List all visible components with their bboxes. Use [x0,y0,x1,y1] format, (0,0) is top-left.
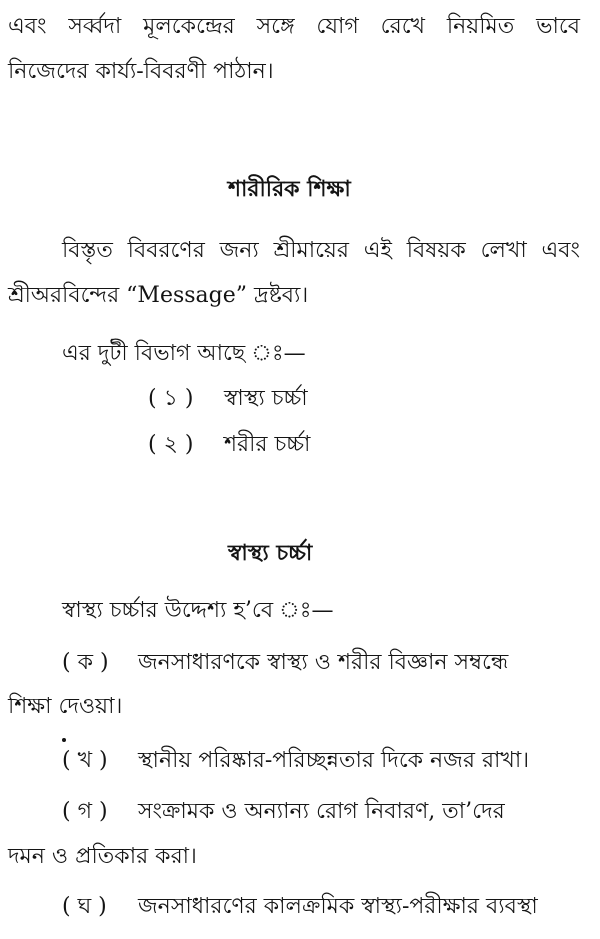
section-heading-physical-education: শারীরিক শিক্ষা [228,176,351,202]
ink-speck [62,738,66,742]
list-item-number: ( খ ) [62,748,108,773]
section2-subheading: স্বাস্থ্য চর্চ্চার উদ্দেশ্য হ’বে ঃ— [62,598,334,623]
list-item-number: ( ২ ) [148,432,194,457]
list-item [148,430,310,460]
list-item-number: ( গ ) [62,799,108,824]
section1-subheading: এর দুটী বিভাগ আছে ঃ— [62,341,306,366]
section1-paragraph-line-1: বিস্তৃত বিবরণের জন্য শ্রীমায়ের এই বিষয়ক লেখা এবং [62,238,580,263]
intro-line-1: এবং সর্ব্বদা মূলকেন্দ্রের সঙ্গে যোগ রেখে নিয়মিত ভাবে [8,14,580,39]
list-item-text: সংক্রামক ও অন্যান্য রোগ নিবারণ, তা’দের [138,799,505,824]
list-item-text: স্বাস্থ্য চর্চ্চা [224,386,308,411]
list-item [62,746,529,776]
list-item-number: ( ক ) [62,650,109,675]
intro-line-2: নিজেদের কার্য্য-বিবরণী পাঠান। [8,59,274,84]
list-item-text: জনসাধারণের কালক্রমিক স্বাস্থ্য-পরীক্ষার ব্যবস্থা [138,894,538,919]
list-item-number: ( ১ ) [148,386,194,411]
list-item-text: শরীর চর্চ্চা [224,432,311,457]
list-item-continuation: শিক্ষা দেওয়া। [8,694,123,719]
list-item-number: ( ঘ ) [62,894,107,919]
list-item-text: স্থানীয় পরিষ্কার-পরিচ্ছন্নতার দিকে নজর রাখা। [138,748,530,773]
section1-paragraph-line-2: শ্রীঅরবিন্দের “Message” দ্রষ্টব্য। [8,283,309,308]
list-item-text: জনসাধারণকে স্বাস্থ্য ও শরীর বিজ্ঞান সম্বন্ধে [138,650,509,675]
list-item [148,384,308,414]
list-item [62,797,505,827]
section-heading-health-care: স্বাস্থ্য চর্চ্চা [228,540,313,566]
list-item [62,892,538,922]
list-item [62,648,580,678]
list-item-continuation: দমন ও প্রতিকার করা। [8,844,197,869]
